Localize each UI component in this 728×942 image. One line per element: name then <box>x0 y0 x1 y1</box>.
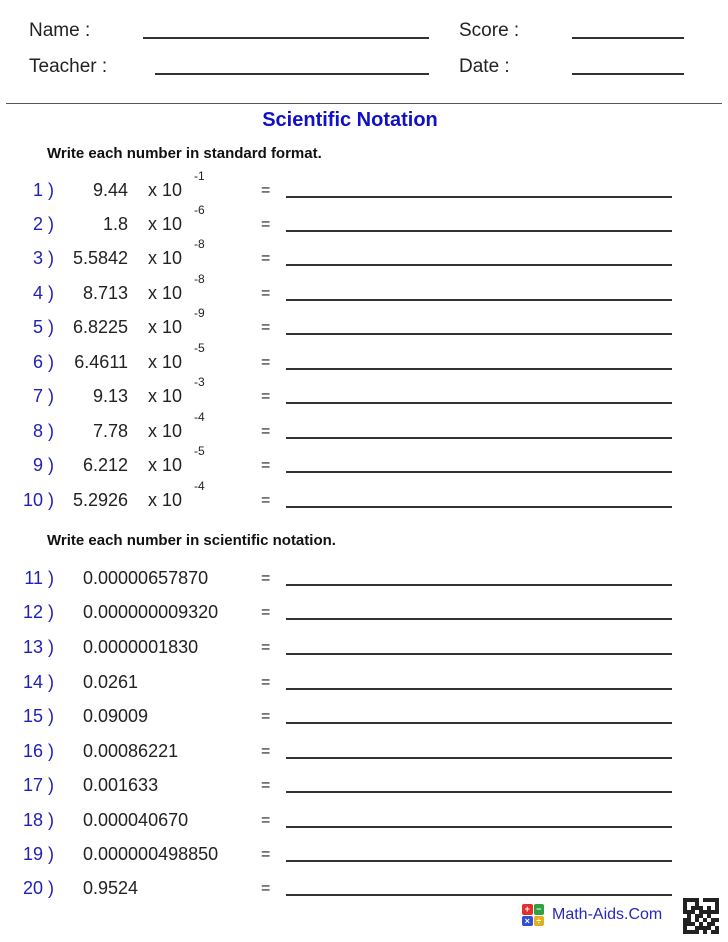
equals-sign: = <box>261 777 271 794</box>
equals-sign: = <box>261 216 271 233</box>
answer-line[interactable] <box>286 368 672 370</box>
equals-sign: = <box>261 708 271 725</box>
coefficient: 7.78 <box>92 421 128 441</box>
problem-number: 18 ) <box>22 810 54 830</box>
equals-sign: = <box>261 319 271 336</box>
answer-line[interactable] <box>286 402 672 404</box>
section2-instruction: Write each number in scientific notation. <box>47 532 336 549</box>
times-ten: x 10 <box>148 214 183 234</box>
decimal-value: 0.000040670 <box>83 810 189 830</box>
exponent: -6 <box>194 203 205 217</box>
problem-number: 8 ) <box>32 421 54 441</box>
equals-sign: = <box>261 570 271 587</box>
score-label: Score : <box>459 20 520 41</box>
score-field[interactable] <box>572 37 684 39</box>
problem-number: 1 ) <box>32 180 54 200</box>
equals-sign: = <box>261 423 271 440</box>
coefficient: 8.713 <box>82 283 128 303</box>
exponent: -4 <box>194 410 205 424</box>
exponent: -1 <box>194 169 205 183</box>
header-divider <box>6 103 722 104</box>
answer-line[interactable] <box>286 826 672 828</box>
section1-instruction: Write each number in standard format. <box>47 145 322 162</box>
answer-line[interactable] <box>286 471 672 473</box>
name-label: Name : <box>29 20 91 41</box>
answer-line[interactable] <box>286 791 672 793</box>
problem-number: 17 ) <box>22 775 54 795</box>
exponent: -5 <box>194 444 205 458</box>
coefficient: 6.8225 <box>72 317 128 337</box>
date-field[interactable] <box>572 73 684 75</box>
equals-sign: = <box>261 182 271 199</box>
answer-line[interactable] <box>286 437 672 439</box>
decimal-value: 0.0261 <box>83 672 139 692</box>
answer-line[interactable] <box>286 653 672 655</box>
equals-sign: = <box>261 743 271 760</box>
answer-line[interactable] <box>286 584 672 586</box>
answer-line[interactable] <box>286 196 672 198</box>
coefficient: 1.8 <box>102 214 128 234</box>
answer-line[interactable] <box>286 757 672 759</box>
times-ten: x 10 <box>148 386 183 406</box>
problem-number: 20 ) <box>22 878 54 898</box>
answer-line[interactable] <box>286 860 672 862</box>
problem-number: 6 ) <box>32 352 54 372</box>
teacher-field[interactable] <box>155 73 429 75</box>
answer-line[interactable] <box>286 688 672 690</box>
problem-number: 16 ) <box>22 741 54 761</box>
answer-line[interactable] <box>286 722 672 724</box>
equals-sign: = <box>261 388 271 405</box>
coefficient: 6.4611 <box>74 352 128 372</box>
exponent: -3 <box>194 375 205 389</box>
problem-number: 5 ) <box>32 317 54 337</box>
exponent: -4 <box>194 479 205 493</box>
answer-line[interactable] <box>286 333 672 335</box>
equals-sign: = <box>261 250 271 267</box>
coefficient: 9.44 <box>92 180 128 200</box>
times-ten: x 10 <box>148 352 183 372</box>
name-field[interactable] <box>143 37 429 39</box>
problem-number: 3 ) <box>32 248 54 268</box>
answer-line[interactable] <box>286 506 672 508</box>
exponent: -8 <box>194 237 205 251</box>
equals-sign: = <box>261 812 271 829</box>
coefficient: 5.2926 <box>72 490 128 510</box>
decimal-value: 0.001633 <box>83 775 159 795</box>
qr-code-icon <box>683 898 719 934</box>
decimal-value: 0.000000498850 <box>83 844 219 864</box>
coefficient: 5.5842 <box>72 248 128 268</box>
exponent: -9 <box>194 306 205 320</box>
equals-sign: = <box>261 880 271 897</box>
answer-line[interactable] <box>286 264 672 266</box>
problem-number: 10 ) <box>22 490 54 510</box>
problem-number: 4 ) <box>32 283 54 303</box>
times-ten: x 10 <box>148 421 183 441</box>
exponent: -8 <box>194 272 205 286</box>
brand-link[interactable]: Math-Aids.Com <box>552 906 663 923</box>
times-ten: x 10 <box>148 180 183 200</box>
exponent: -5 <box>194 341 205 355</box>
decimal-value: 0.09009 <box>83 706 149 726</box>
problem-number: 7 ) <box>32 386 54 406</box>
date-label: Date : <box>459 56 510 77</box>
decimal-value: 0.0000001830 <box>83 637 199 657</box>
problem-number: 2 ) <box>32 214 54 234</box>
times-ten: x 10 <box>148 283 183 303</box>
answer-line[interactable] <box>286 618 672 620</box>
calculator-icon: + − × ÷ <box>522 904 544 926</box>
decimal-value: 0.9524 <box>83 878 139 898</box>
problem-number: 11 ) <box>24 568 54 588</box>
coefficient: 6.212 <box>82 455 128 475</box>
decimal-value: 0.000000009320 <box>83 602 219 622</box>
problem-number: 19 ) <box>22 844 54 864</box>
equals-sign: = <box>261 492 271 509</box>
equals-sign: = <box>261 285 271 302</box>
problem-number: 13 ) <box>22 637 54 657</box>
problem-number: 15 ) <box>22 706 54 726</box>
equals-sign: = <box>261 639 271 656</box>
problem-number: 12 ) <box>22 602 54 622</box>
decimal-value: 0.00000657870 <box>83 568 209 588</box>
answer-line[interactable] <box>286 894 672 896</box>
coefficient: 9.13 <box>92 386 128 406</box>
worksheet-title: Scientific Notation <box>262 109 438 131</box>
answer-line[interactable] <box>286 230 672 232</box>
equals-sign: = <box>261 674 271 691</box>
equals-sign: = <box>261 354 271 371</box>
equals-sign: = <box>261 604 271 621</box>
answer-line[interactable] <box>286 299 672 301</box>
times-ten: x 10 <box>148 490 183 510</box>
equals-sign: = <box>261 846 271 863</box>
decimal-value: 0.00086221 <box>83 741 179 761</box>
times-ten: x 10 <box>148 248 183 268</box>
times-ten: x 10 <box>148 455 183 475</box>
problem-number: 14 ) <box>22 672 54 692</box>
teacher-label: Teacher : <box>29 56 108 77</box>
equals-sign: = <box>261 457 271 474</box>
problem-number: 9 ) <box>32 455 54 475</box>
times-ten: x 10 <box>148 317 183 337</box>
